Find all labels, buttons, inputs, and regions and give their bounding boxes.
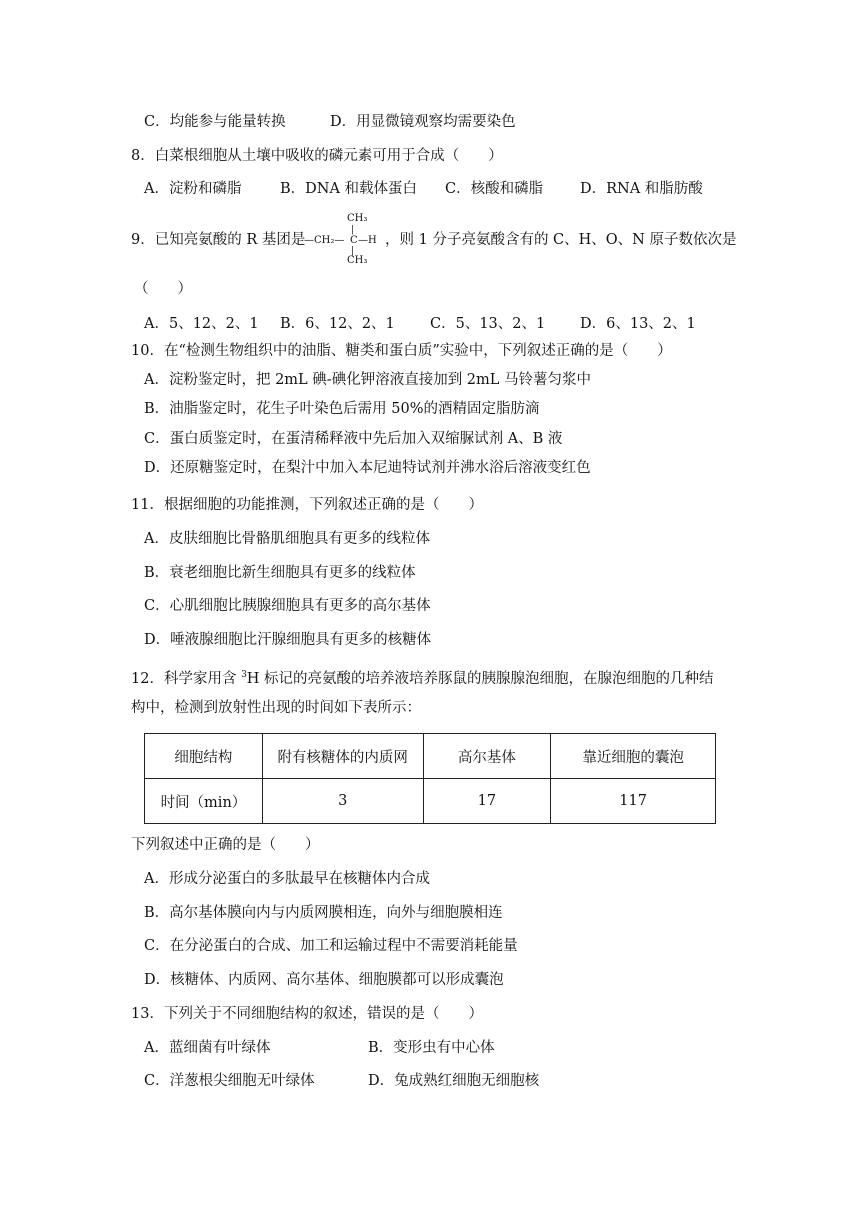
q12-stem-sup: 3 <box>241 670 247 680</box>
q8-option-a: A．淀粉和磷脂 <box>144 181 242 197</box>
q8-option-b: B．DNA 和载体蛋白 <box>280 181 418 197</box>
leucine-r-group-formula <box>304 213 384 266</box>
q12-stem-line1 <box>131 665 714 689</box>
formula-ch2: —CH₂— <box>304 235 345 246</box>
table-cell: 3 <box>262 779 423 824</box>
q10-stem: 10．在“检测生物组织中的油脂、糖类和蛋白质”实验中，下列叙述正确的是（ ） <box>131 343 672 359</box>
q9-option-c: C．5、13、2、1 <box>430 316 546 332</box>
table-header-row <box>145 734 716 779</box>
q12-option-a: A．形成分泌蛋白的多肽最早在核糖体内合成 <box>144 871 430 887</box>
q9-option-a: A．5、12、2、1 <box>144 316 259 332</box>
radioactivity-time-table <box>144 733 716 824</box>
table-header-cell: 附有核糖体的内质网 <box>262 734 423 779</box>
q11-option-c: C．心肌细胞比胰腺细胞具有更多的高尔基体 <box>144 598 431 614</box>
q13-option-a: A．蓝细菌有叶绿体 <box>144 1040 271 1056</box>
table-cell: 17 <box>423 779 551 824</box>
formula-bond-top: | <box>351 225 355 235</box>
q9-paren: （ ） <box>134 281 192 297</box>
formula-h: —H <box>358 235 377 246</box>
formula-bond-bottom: | <box>351 246 355 256</box>
table-cell: 117 <box>551 779 716 824</box>
q7-option-c: C．均能参与能量转换 <box>144 114 286 130</box>
q10-option-a: A．淀粉鉴定时，把 2mL 碘-碘化钾溶液直接加到 2mL 马铃薯匀浆中 <box>144 372 592 388</box>
q9-option-b: B．6、12、2、1 <box>280 316 395 332</box>
q10-option-c: C．蛋白质鉴定时，在蛋清稀释液中先后加入双缩脲试剂 A、B 液 <box>144 431 563 447</box>
q12-stem-line2: 构中，检测到放射性出现的时间如下表所示： <box>131 700 421 716</box>
q8-option-c: C．核酸和磷脂 <box>445 181 544 197</box>
table-cell: 时间（min） <box>145 779 263 824</box>
q12-option-d: D．核糖体、内质网、高尔基体、细胞膜都可以形成囊泡 <box>144 972 504 988</box>
formula-c: C <box>350 235 358 246</box>
table-header-cell: 靠近细胞的囊泡 <box>551 734 716 779</box>
q9-stem-after: ，则 1 分子亮氨酸含有的 C、H、O、N 原子数依次是 <box>385 232 737 248</box>
q12-stem-part2: H 标记的亮氨酸的培养液培养豚鼠的胰腺腺泡细胞，在腺泡细胞的几种结 <box>246 670 714 687</box>
q9-option-d: D．6、13、2、1 <box>580 316 696 332</box>
q12-option-c: C．在分泌蛋白的合成、加工和运输过程中不需要消耗能量 <box>144 938 518 954</box>
q8-stem: 8．白菜根细胞从土壤中吸收的磷元素可用于合成（ ） <box>131 148 503 164</box>
q9-stem-before: 9．已知亮氨酸的 R 基团是 <box>131 232 306 248</box>
q13-stem: 13．下列关于不同细胞结构的叙述，错误的是（ ） <box>131 1006 483 1022</box>
q8-option-d: D．RNA 和脂肪酸 <box>580 181 703 197</box>
table-row <box>145 779 716 824</box>
q13-option-b: B．变形虫有中心体 <box>368 1040 495 1056</box>
q10-option-b: B．油脂鉴定时，花生子叶染色后需用 50%的酒精固定脂肪滴 <box>144 401 540 417</box>
q13-option-d: D．兔成熟红细胞无细胞核 <box>368 1073 540 1089</box>
q11-option-a: A．皮肤细胞比骨骼肌细胞具有更多的线粒体 <box>144 531 430 547</box>
q13-option-c: C．洋葱根尖细胞无叶绿体 <box>144 1073 315 1089</box>
q11-option-b: B．衰老细胞比新生细胞具有更多的线粒体 <box>144 565 416 581</box>
q12-stem-part1: 12．科学家用含 <box>131 670 242 687</box>
q11-stem: 11．根据细胞的功能推测，下列叙述正确的是（ ） <box>131 497 483 513</box>
table-header-cell: 高尔基体 <box>423 734 551 779</box>
formula-bottom-ch3: CH₃ <box>347 255 368 266</box>
q10-option-d: D．还原糖鉴定时，在梨汁中加入本尼迪特试剂并沸水浴后溶液变红色 <box>144 460 591 476</box>
q12-followup: 下列叙述中正确的是（ ） <box>131 837 320 853</box>
table-header-cell: 细胞结构 <box>145 734 263 779</box>
q12-option-b: B．高尔基体膜向内与内质网膜相连，向外与细胞膜相连 <box>144 905 503 921</box>
q11-option-d: D．唾液腺细胞比汗腺细胞具有更多的核糖体 <box>144 632 432 648</box>
formula-top-ch3: CH₃ <box>347 213 368 224</box>
q7-option-d: D．用显微镜观察均需要染色 <box>330 114 516 130</box>
